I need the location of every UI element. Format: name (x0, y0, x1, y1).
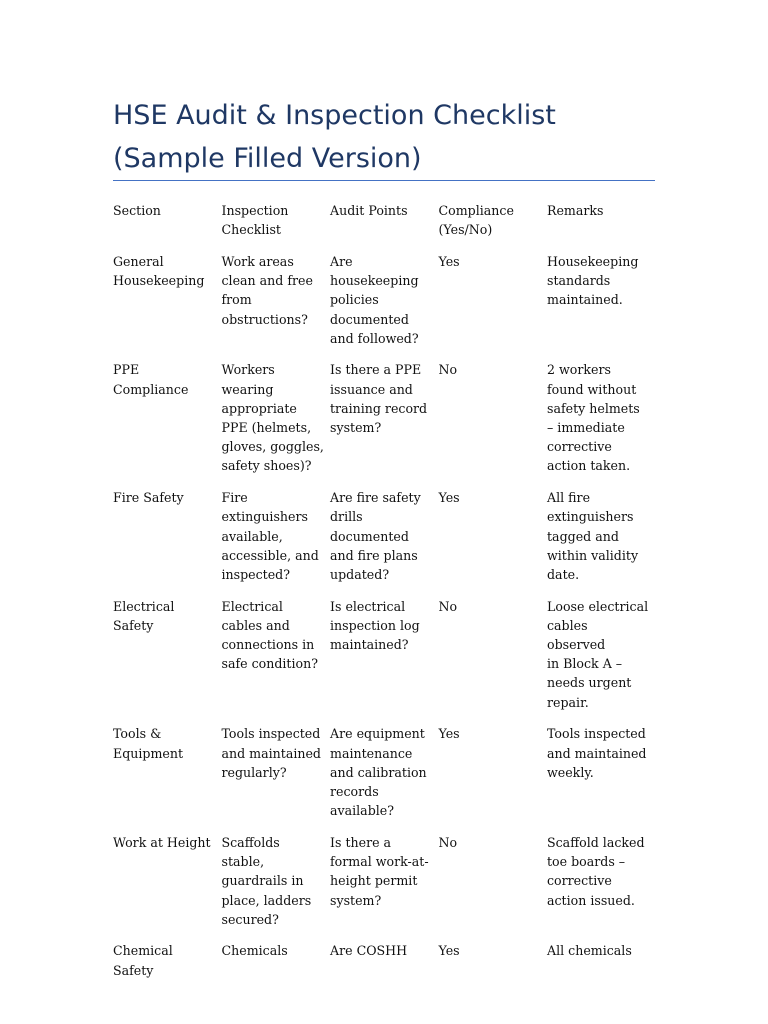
title-divider (113, 180, 655, 181)
cell-section: Fire Safety (113, 490, 184, 506)
cell-audit-points: Are housekeeping policies documented and followed? (330, 253, 419, 346)
cell-compliance: No (438, 834, 458, 850)
cell-remarks: All chemicals (547, 943, 632, 959)
cell-audit-points: Are equipment maintenance and calibration records available? (330, 726, 427, 819)
title-line-1: HSE Audit & Inspection Checklist (113, 100, 556, 131)
cell-section: General Housekeeping (113, 253, 205, 289)
cell-remarks: Loose electrical cables observed in Block A – needs urgent repair. (547, 598, 649, 710)
cell-compliance: No (438, 362, 458, 378)
cell-audit-points: Is there a formal work-at- height permit system? (330, 834, 429, 908)
cell-compliance: Yes (438, 943, 460, 959)
cell-remarks: Housekeeping standards maintained. (547, 253, 639, 308)
cell-remarks: 2 workers found without safety helmets – immediate corrective action taken. (547, 362, 640, 474)
cell-section: PPE Compliance (113, 362, 189, 397)
cell-remarks: All fire extinguishers tagged and within validity date. (547, 490, 639, 582)
cell-inspection-checklist: Fire extinguishers available, accessible, and inspected? (221, 490, 319, 582)
table-row (113, 488, 658, 584)
cell-section: Electrical Safety (113, 598, 175, 633)
title-line-2: (Sample Filled Version) (113, 143, 422, 174)
table-row (113, 724, 658, 820)
cell-inspection-checklist: Chemicals (221, 943, 288, 959)
cell-compliance: No (438, 598, 458, 614)
cell-inspection-checklist: Tools inspected and maintained regularly? (221, 726, 321, 780)
table-row (113, 941, 658, 979)
cell-compliance: Yes (438, 490, 460, 506)
document-title (113, 94, 673, 180)
table-row (113, 597, 658, 712)
cell-audit-points: Are fire safety drills documented and fire plans updated? (330, 490, 421, 582)
cell-compliance: Yes (438, 253, 460, 269)
cell-section: Work at Height (113, 834, 211, 850)
cell-section: Tools & Equipment (113, 726, 184, 761)
header-compliance: Compliance (Yes/No) (438, 203, 514, 238)
cell-compliance: Yes (438, 726, 460, 742)
cell-audit-points: Are COSHH (330, 943, 408, 959)
cell-inspection-checklist: Workers wearing appropriate PPE (helmets, gloves, goggles, safety shoes)? (221, 362, 324, 474)
table-header-row (113, 201, 658, 239)
cell-audit-points: Is there a PPE issuance and training record system? (330, 362, 428, 436)
table-row (113, 360, 658, 475)
cell-inspection-checklist: Scaffolds stable, guardrails in place, ladders secured? (221, 834, 312, 927)
header-remarks: Remarks (547, 203, 604, 218)
table-row (113, 252, 658, 348)
cell-audit-points: Is electrical inspection log maintained? (330, 598, 420, 653)
cell-remarks: Scaffold lacked toe boards – corrective action issued. (547, 834, 645, 908)
cell-inspection-checklist: Work areas clean and free from obstructions? (221, 253, 313, 327)
checklist-table (113, 201, 658, 992)
header-audit-points: Audit Points (330, 203, 408, 218)
header-section: Section (113, 203, 161, 218)
header-inspection-checklist: Inspection Checklist (221, 203, 289, 238)
cell-inspection-checklist: Electrical cables and connections in safe condition? (221, 598, 318, 672)
cell-section: Chemical Safety (113, 943, 173, 978)
table-row (113, 833, 658, 929)
cell-remarks: Tools inspected and maintained weekly. (547, 726, 647, 780)
